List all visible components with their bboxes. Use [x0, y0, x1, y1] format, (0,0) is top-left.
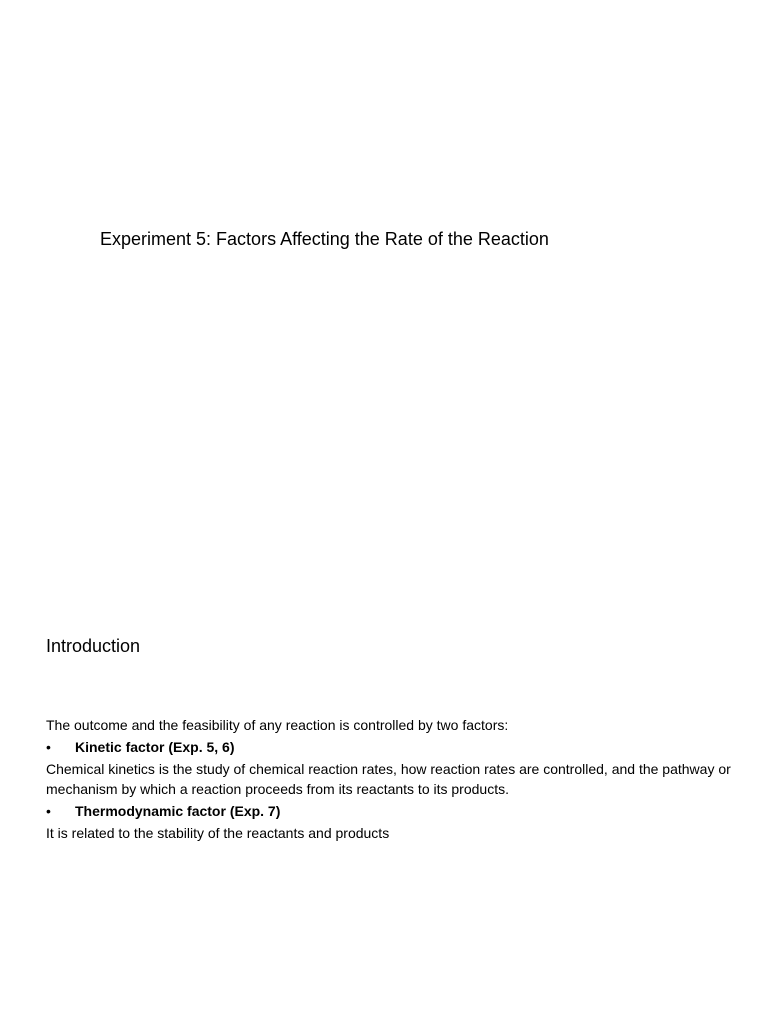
bullet-item-kinetic-factor	[46, 736, 746, 758]
bullet-label-kinetic-factor: Kinetic factor (Exp. 5, 6)	[75, 739, 235, 755]
intro-sentence: The outcome and the feasibility of any reaction is controlled by two factors:	[46, 717, 509, 733]
bullet-label-thermodynamic-factor: Thermodynamic factor (Exp. 7)	[75, 803, 281, 819]
page-title: Experiment 5: Factors Affecting the Rate of the Reaction	[100, 229, 549, 249]
kinetic-factor-description: Chemical kinetics is the study of chemical reaction rates, how reaction rates are controlled, and the pathway or mechanism by which a reaction proceeds from its reactants to its products.	[46, 761, 731, 797]
bullet-icon: •	[46, 739, 51, 755]
bullet-icon: •	[46, 803, 51, 819]
introduction-body	[46, 714, 746, 844]
bullet-item-thermodynamic-factor	[46, 800, 746, 822]
section-heading-introduction: Introduction	[46, 636, 141, 656]
thermodynamic-factor-description: It is related to the stability of the reactants and products	[46, 825, 390, 841]
